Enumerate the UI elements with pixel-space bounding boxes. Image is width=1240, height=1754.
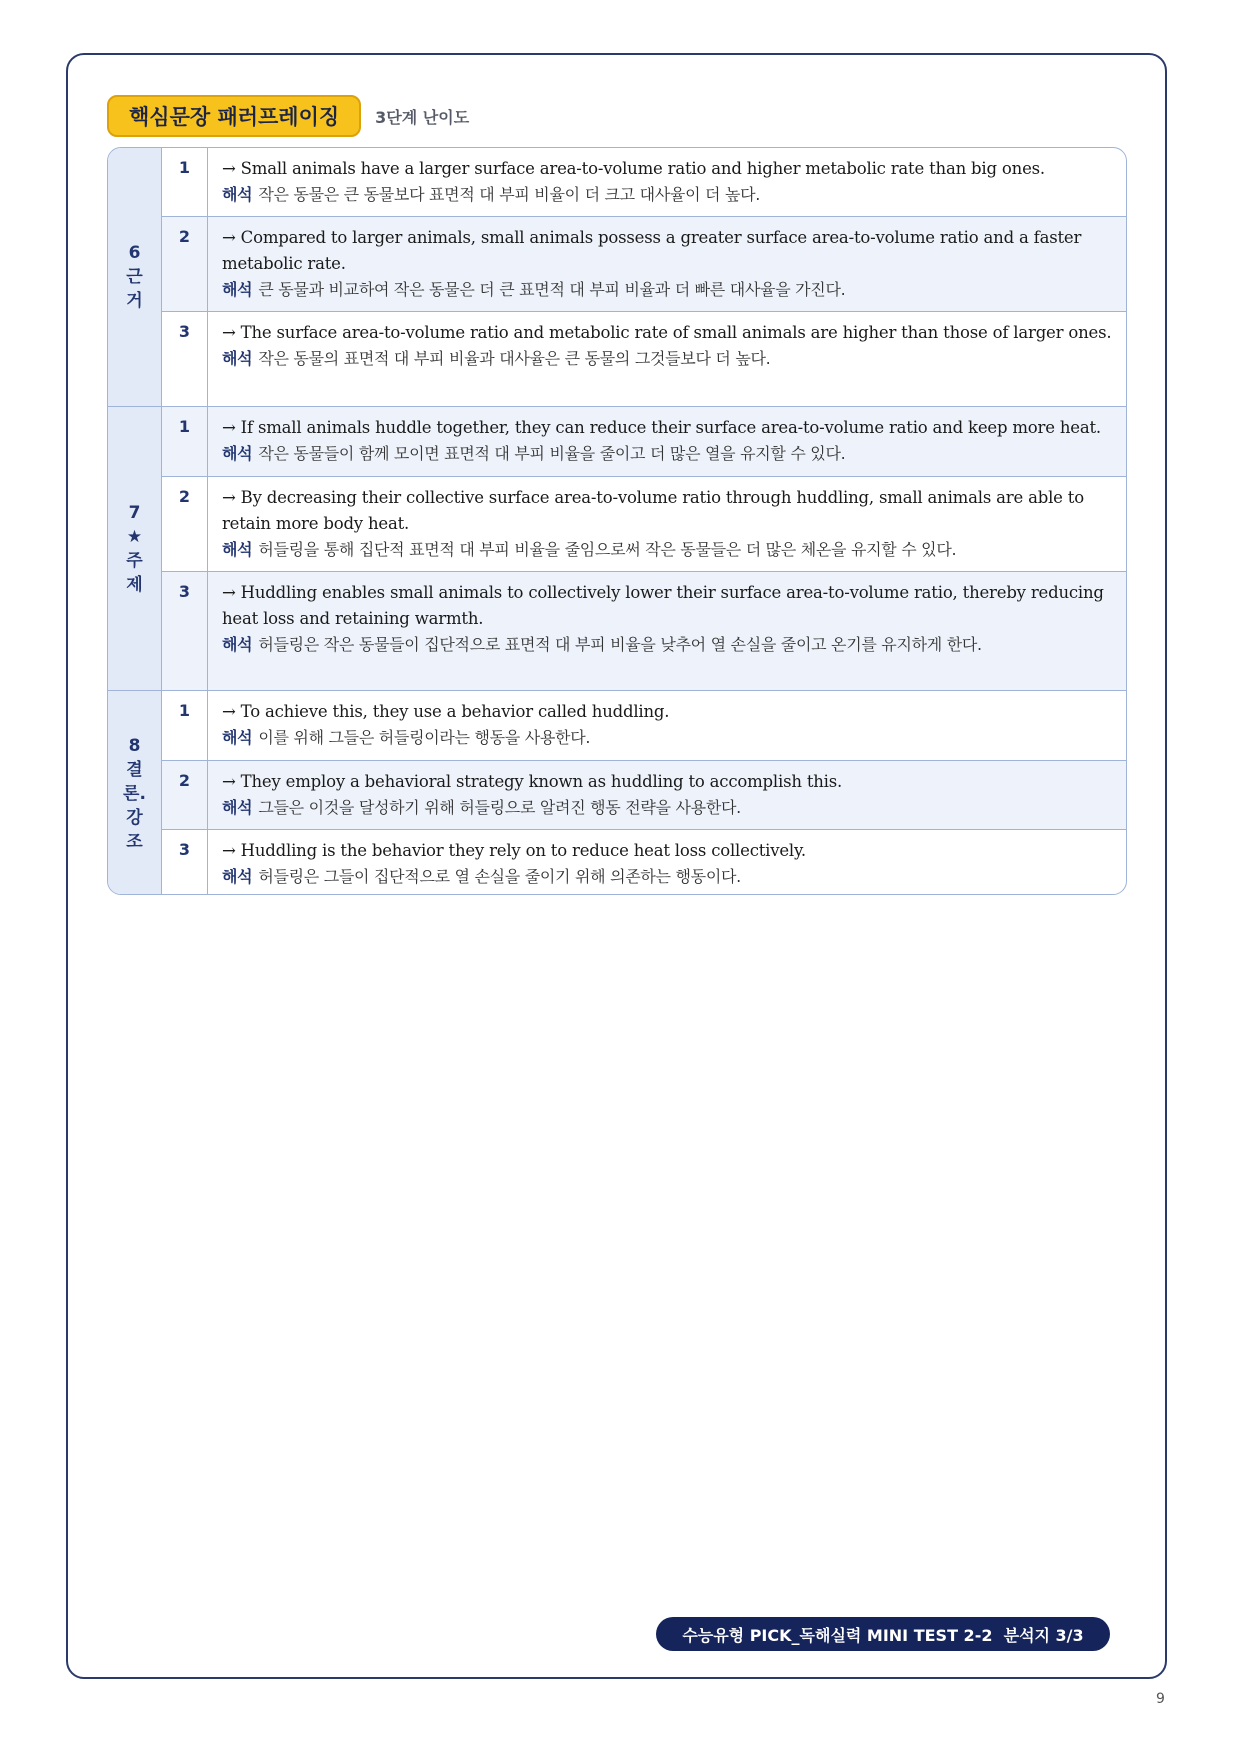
row-number: 2 bbox=[162, 761, 208, 829]
translation-tag: 해석 bbox=[222, 635, 253, 654]
table-row bbox=[162, 760, 1126, 829]
translation-tag: 해석 bbox=[222, 444, 253, 463]
row-number: 1 bbox=[162, 691, 208, 760]
english-sentence: → Small animals have a larger surface area-to-volume ratio and higher metabolic rate than big ones. bbox=[222, 159, 1045, 178]
table-row bbox=[162, 216, 1126, 311]
star-icon: ★ bbox=[126, 526, 143, 547]
row-number: 1 bbox=[162, 148, 208, 216]
section-header bbox=[107, 95, 469, 137]
group-label-char: 근 bbox=[126, 267, 143, 287]
korean-translation: 해석 그들은 이것을 달성하기 위해 허들링으로 알려진 행동 전략을 사용한다. bbox=[222, 798, 741, 817]
row-number: 3 bbox=[162, 830, 208, 895]
group-label-char: 론. bbox=[123, 783, 146, 804]
korean-translation: 해석 이를 위해 그들은 허들링이라는 행동을 사용한다. bbox=[222, 728, 591, 747]
translation-tag: 해석 bbox=[222, 798, 253, 817]
korean-translation: 해석 작은 동물들이 함께 모이면 표면적 대 부피 비율을 줄이고 더 많은 열을 유지할 수 있다. bbox=[222, 444, 846, 463]
english-sentence: → The surface area-to-volume ratio and metabolic rate of small animals are higher than those of larger ones. bbox=[222, 323, 1112, 342]
english-sentence: → Huddling is the behavior they rely on to reduce heat loss collectively. bbox=[222, 841, 806, 860]
group-label bbox=[108, 148, 162, 406]
group-label-char: 강 bbox=[126, 807, 143, 828]
english-sentence: → If small animals huddle together, they can reduce their surface area-to-volume ratio and keep more heat. bbox=[222, 418, 1101, 437]
page-number: 9 bbox=[1156, 1691, 1165, 1707]
group-label bbox=[108, 407, 162, 690]
row-number: 2 bbox=[162, 217, 208, 311]
translation-tag: 해석 bbox=[222, 280, 253, 299]
korean-translation: 해석 허들링은 그들이 집단적으로 열 손실을 줄이기 위해 의존하는 행동이다. bbox=[222, 867, 741, 886]
translation-tag: 해석 bbox=[222, 540, 253, 559]
table-row bbox=[162, 691, 1126, 760]
group-evidence bbox=[108, 148, 1126, 406]
group-number: 8 bbox=[128, 735, 141, 756]
group-number: 7 bbox=[128, 502, 141, 523]
korean-translation: 해석 큰 동물과 비교하여 작은 동물은 더 큰 표면적 대 부피 비율과 더 빠른 대사율을 가진다. bbox=[222, 280, 846, 299]
english-sentence: → They employ a behavioral strategy known as huddling to accomplish this. bbox=[222, 772, 843, 791]
section-title-badge: 핵심문장 패러프레이징 bbox=[107, 95, 361, 137]
group-label-char: 결 bbox=[126, 759, 143, 780]
difficulty-level: 3단계 난이도 bbox=[375, 107, 470, 127]
group-label-char: 거 bbox=[126, 291, 143, 311]
korean-translation: 해석 허들링을 통해 집단적 표면적 대 부피 비율을 줄임으로써 작은 동물들은 더 많은 체온을 유지할 수 있다. bbox=[222, 540, 957, 559]
row-number: 1 bbox=[162, 407, 208, 476]
english-sentence: → To achieve this, they use a behavior called huddling. bbox=[222, 702, 670, 721]
row-number: 3 bbox=[162, 312, 208, 406]
table-row bbox=[162, 407, 1126, 476]
table-row bbox=[162, 571, 1126, 691]
paraphrase-table bbox=[107, 147, 1127, 895]
translation-tag: 해석 bbox=[222, 728, 253, 747]
row-number: 2 bbox=[162, 477, 208, 571]
group-label bbox=[108, 691, 162, 895]
korean-translation: 해석 허들링은 작은 동물들이 집단적으로 표면적 대 부피 비율을 낮추어 열 손실을 줄이고 온기를 유지하게 한다. bbox=[222, 635, 982, 654]
english-sentence: → By decreasing their collective surface area-to-volume ratio through huddling, small animals are able to retain more body heat. bbox=[222, 488, 1084, 533]
translation-tag: 해석 bbox=[222, 349, 253, 368]
table-row bbox=[162, 829, 1126, 895]
korean-translation: 해석 작은 동물은 큰 동물보다 표면적 대 부피 비율이 더 크고 대사율이 더 높다. bbox=[222, 185, 761, 204]
group-label-char: 조 bbox=[126, 831, 143, 852]
table-row bbox=[162, 476, 1126, 571]
english-sentence: → Compared to larger animals, small animals possess a greater surface area-to-volume ratio and a faster metabolic rate. bbox=[222, 228, 1082, 273]
table-row bbox=[162, 148, 1126, 216]
row-number: 3 bbox=[162, 572, 208, 691]
translation-tag: 해석 bbox=[222, 185, 253, 204]
group-label-char: 제 bbox=[126, 574, 143, 595]
korean-translation: 해석 작은 동물의 표면적 대 부피 비율과 대사율은 큰 동물의 그것들보다 더 높다. bbox=[222, 349, 771, 368]
group-label-char: 주 bbox=[126, 550, 143, 571]
group-main-idea bbox=[108, 406, 1126, 690]
english-sentence: → Huddling enables small animals to collectively lower their surface area-to-volume ratio, thereby reducing heat loss and retaining warmth. bbox=[222, 583, 1104, 628]
footer-title: 수능유형 PICK_독해실력 MINI TEST 2-2 분석지 3/3 bbox=[656, 1617, 1110, 1651]
group-number: 6 bbox=[128, 243, 141, 263]
translation-tag: 해석 bbox=[222, 867, 253, 886]
table-row bbox=[162, 311, 1126, 406]
group-conclusion bbox=[108, 690, 1126, 895]
